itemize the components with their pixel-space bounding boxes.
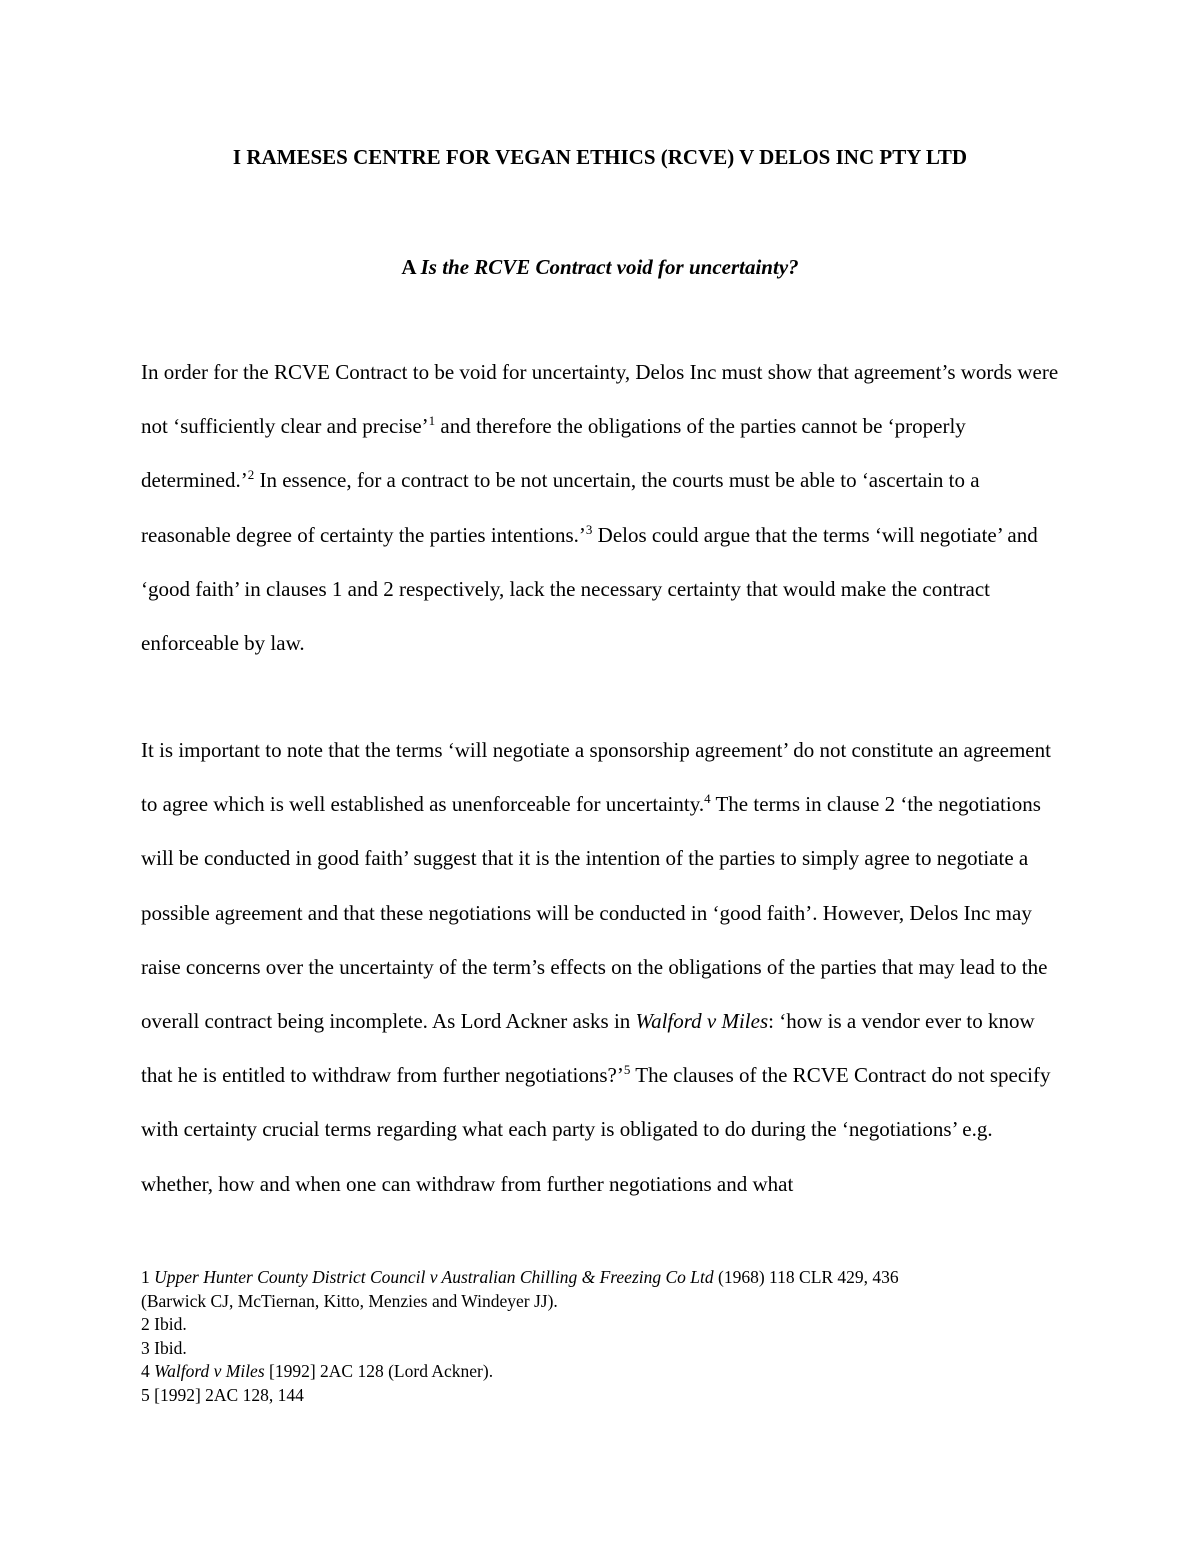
footnote-1 xyxy=(141,1266,1061,1290)
footnote-ref-1[interactable]: 1 xyxy=(428,413,436,429)
footnote-number: 1 xyxy=(141,1267,150,1287)
section-question: Is the RCVE Contract void for uncertainty? xyxy=(420,255,799,279)
footnote-text: Ibid. xyxy=(154,1314,187,1335)
section-letter: A xyxy=(401,255,416,279)
footnote-text: Ibid. xyxy=(154,1337,187,1358)
footnote-number: 4 xyxy=(141,1361,150,1382)
footnote-ref-3[interactable]: 3 xyxy=(585,521,593,537)
footnote-3 xyxy=(141,1337,1061,1361)
paragraph-text: The clauses of the RCVE Contract do not specify with certainty crucial terms regarding what each party is obligated to do during the ‘negotiations’ e.g. whether, how and when one can withdraw from further negotiations and what xyxy=(141,1063,1051,1196)
body-paragraph-1 xyxy=(141,345,1061,670)
case-name: Walford v Miles xyxy=(154,1361,265,1382)
footnote-citation: [1992] 2AC 128 (Lord Ackner). xyxy=(264,1361,494,1382)
footnote-2 xyxy=(141,1313,1061,1337)
paragraph-text: : ‘how is a vendor ever to know that he is entitled to withdraw from further negotiations?’ xyxy=(141,1009,1035,1088)
footnote-number: 2 xyxy=(141,1314,150,1335)
footnote-1-continuation: (Barwick CJ, McTiernan, Kitto, Menzies and Windeyer JJ). xyxy=(141,1290,558,1311)
footnote-number: 3 xyxy=(141,1337,150,1358)
footnote-number: 5 xyxy=(141,1384,150,1405)
paragraph-text: The terms in clause 2 ‘the negotiations will be conducted in good faith’ suggest that it is the intention of the parties to simply agree to negotiate a possible agreement and that these negotiations will be conducted in ‘good faith’. However, Delos Inc may raise concerns over the uncertainty of the term’s effects on the obligations of the parties that may lead to the overall contract being incomplete. As Lord Ackner asks in xyxy=(141,792,1048,1034)
footnote-4 xyxy=(141,1360,1061,1384)
paragraph-text: In essence, for a contract to be not uncertain, the courts must be able to ‘ascertain to a reasonable degree of certainty the parties intentions.’ xyxy=(141,468,980,547)
body-paragraph-2 xyxy=(141,723,1061,1211)
document-title: I RAMESES CENTRE FOR VEGAN ETHICS (RCVE) V DELOS INC PTY LTD xyxy=(232,145,968,169)
paragraph-text: In order for the RCVE Contract to be void for uncertainty, Delos Inc must show that agreement’s words were not ‘sufficiently clear and precise’ xyxy=(141,360,1059,439)
section-heading xyxy=(0,253,1200,281)
footnote-citation: (1968) 118 CLR 429, 436 xyxy=(713,1267,899,1287)
paragraph-text: Delos could argue that the terms ‘will negotiate’ and ‘good faith’ in clauses 1 and 2 respectively, lack the necessary certainty that would make the contract enforceable by law. xyxy=(141,522,1038,656)
footnotes xyxy=(141,1266,1061,1408)
footnote-ref-5[interactable]: 5 xyxy=(623,1062,631,1078)
paragraph-text: It is important to note that the terms ‘will negotiate a sponsorship agreement’ do not constitute an agreement to agree which is well established as unenforceable for uncertainty. xyxy=(141,738,1051,817)
paragraph-text: and therefore the obligations of the parties cannot be ‘properly determined.’ xyxy=(141,414,966,493)
case-name: Upper Hunter County District Council v Australian Chilling & Freezing Co Ltd xyxy=(154,1267,714,1287)
footnote-5 xyxy=(141,1384,1061,1408)
footnote-text: [1992] 2AC 128, 144 xyxy=(154,1384,304,1405)
footnote-ref-4[interactable]: 4 xyxy=(704,791,711,807)
footnote-ref-2[interactable]: 2 xyxy=(247,467,255,483)
case-name: Walford v Miles xyxy=(635,1009,769,1034)
